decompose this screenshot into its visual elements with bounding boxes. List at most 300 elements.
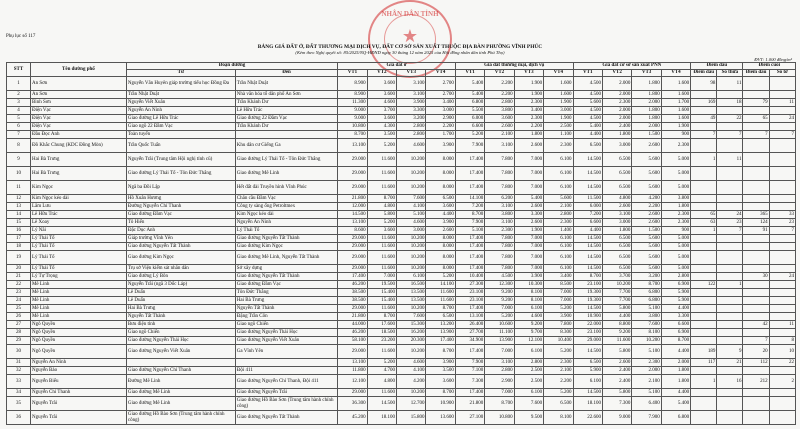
row-stt: 28 <box>7 329 31 337</box>
row-street-name: Hai Bà Trưng <box>30 153 126 167</box>
row-price: 2.600 <box>514 139 543 153</box>
row-price: 2.800 <box>661 273 690 281</box>
table-row <box>7 411 796 425</box>
row-street-name: Kim Ngọc kéo dài <box>30 195 126 203</box>
row-point <box>717 243 743 251</box>
header-commerce: Giá đất thương mại, dịch vụ <box>455 63 573 70</box>
row-price: 6.400 <box>632 397 661 411</box>
row-price: 5.500 <box>455 107 484 115</box>
row-price: 17.400 <box>338 273 367 281</box>
row-price: 2.600 <box>485 123 514 131</box>
row-to <box>235 359 337 367</box>
row-price: 2.600 <box>632 211 661 219</box>
row-point: 91 <box>743 227 769 235</box>
row-point: 11 <box>717 77 743 91</box>
row-point <box>769 153 795 167</box>
row-point <box>691 243 717 251</box>
row-price: 1.600 <box>661 107 690 115</box>
row-from: Giao đường Nguyễn Viết Xuân <box>126 345 235 359</box>
row-price: 4.600 <box>397 359 426 367</box>
header-pt: Điểm đầu <box>743 70 769 77</box>
row-stt: 20 <box>7 265 31 273</box>
row-point <box>717 273 743 281</box>
row-price: 5.000 <box>661 235 690 243</box>
row-price: 23.100 <box>573 329 602 337</box>
table-row <box>7 181 796 195</box>
row-price: 5.600 <box>544 195 573 203</box>
table-row <box>7 107 796 115</box>
row-price: 2.300 <box>544 359 573 367</box>
row-price: 22.600 <box>573 411 602 425</box>
row-street-name: Lý Tự Trọng <box>30 273 126 281</box>
row-price: 36.300 <box>338 397 367 411</box>
row-price: 3.400 <box>426 99 455 107</box>
row-point <box>691 251 717 265</box>
row-price: 5.600 <box>632 235 661 243</box>
header-stt: STT <box>7 63 31 77</box>
header-to: Đến <box>235 70 337 77</box>
row-point <box>769 265 795 273</box>
row-point <box>769 139 795 153</box>
row-price: 17.400 <box>455 243 484 251</box>
row-price: 17.400 <box>455 235 484 243</box>
row-price: 11.600 <box>367 265 396 273</box>
row-price: 9.200 <box>485 289 514 297</box>
row-price: 3.100 <box>397 91 426 99</box>
row-price: 2.600 <box>602 359 631 367</box>
row-point: 21 <box>717 359 743 367</box>
table-row <box>7 265 796 273</box>
row-from: Nguyễn Trãi (ngã 3 Dốc Láp) <box>126 281 235 289</box>
row-stt: 24 <box>7 297 31 305</box>
row-to: Giao ngõ Chiến <box>235 321 337 329</box>
row-price: 3.100 <box>485 359 514 367</box>
row-from: Nguyễn Trãi (Trung tâm Hội nghị tỉnh cũ) <box>126 153 235 167</box>
row-price: 6.000 <box>455 115 484 123</box>
row-point <box>769 77 795 91</box>
table-body <box>7 77 796 425</box>
seal-text: NHÂN DÂN TỈNH <box>381 10 439 18</box>
row-stt: 15 <box>7 219 31 227</box>
row-point <box>769 389 795 397</box>
row-price: 8.900 <box>338 77 367 91</box>
row-point <box>743 281 769 289</box>
row-point <box>717 251 743 265</box>
row-point: 365 <box>743 211 769 219</box>
row-point: 11 <box>717 153 743 167</box>
row-price: 3.900 <box>544 313 573 321</box>
row-stt: 11 <box>7 181 31 195</box>
row-price: 3.600 <box>485 115 514 123</box>
row-price: 5.000 <box>661 251 690 265</box>
row-stt: 7 <box>7 131 31 139</box>
row-price: 5.600 <box>632 181 661 195</box>
row-price: 7.000 <box>485 305 514 313</box>
row-price: 7.200 <box>455 203 484 211</box>
row-price: 6.600 <box>661 321 690 329</box>
row-price: 14.500 <box>573 153 602 167</box>
row-street-name: Ngô Quyền <box>30 329 126 337</box>
row-price: 4.500 <box>485 273 514 281</box>
row-price: 13.600 <box>426 411 455 425</box>
row-price: 8.700 <box>455 211 484 219</box>
row-stt: 34 <box>7 389 31 397</box>
row-price: 6.500 <box>602 181 631 195</box>
row-stt: 35 <box>7 397 31 411</box>
row-point <box>691 297 717 305</box>
row-point: 16 <box>717 375 743 389</box>
row-price: 2.600 <box>632 139 661 153</box>
row-street-name: Đầu Đọc Anh <box>30 131 126 139</box>
row-point <box>769 235 795 243</box>
header-vt: VT1 <box>338 70 367 77</box>
row-point <box>769 305 795 313</box>
row-price: 7.800 <box>485 235 514 243</box>
row-street-name: Lê Hữu Trác <box>30 211 126 219</box>
row-price: 13.900 <box>426 329 455 337</box>
row-price: 3.400 <box>514 107 543 115</box>
row-price: 4.600 <box>367 99 396 107</box>
row-from: Giao đường Kim Ngọc <box>126 251 235 265</box>
row-street-name: Lâm Lưu <box>30 203 126 211</box>
row-street-name: Nguyễn Biểu <box>30 375 126 389</box>
row-street-name: Lý Thái Tổ <box>30 235 126 243</box>
row-price: 10.200 <box>397 251 426 265</box>
row-price: 4.400 <box>573 131 602 139</box>
row-price: 15.400 <box>367 297 396 305</box>
row-point <box>769 367 795 375</box>
row-to: Giao đường Nguyễn Chí Thanh, Đội 411 <box>235 375 337 389</box>
row-price: 11.100 <box>485 329 514 337</box>
row-price: 23.100 <box>455 289 484 297</box>
row-point: 30 <box>743 273 769 281</box>
row-price: 1.800 <box>632 91 661 99</box>
row-street-name: Ngô Quyền <box>30 337 126 345</box>
row-price: 5.400 <box>573 123 602 131</box>
table-row <box>7 305 796 313</box>
row-price: 10.400 <box>455 273 484 281</box>
row-price: 1.900 <box>514 227 543 235</box>
row-point <box>691 235 717 243</box>
row-price: 8.700 <box>367 195 396 203</box>
row-point <box>743 195 769 203</box>
row-price: 29.000 <box>338 235 367 243</box>
row-price: 12.100 <box>514 337 543 345</box>
row-to: Giao đường Mê Linh, Nguyễn Tất Thành <box>235 251 337 265</box>
row-point <box>769 329 795 337</box>
table-row <box>7 123 796 131</box>
row-price: 5.900 <box>661 289 690 297</box>
row-street-name: Bình Sơn <box>30 99 126 107</box>
table-row <box>7 297 796 305</box>
row-point <box>717 397 743 411</box>
row-price: 3.300 <box>514 211 543 219</box>
header-vt: VT4 <box>661 70 690 77</box>
table-row <box>7 251 796 265</box>
row-price: 7.600 <box>397 195 426 203</box>
row-from <box>126 359 235 367</box>
row-price: 27.300 <box>455 281 484 289</box>
row-street-name: Ngô Quyền <box>30 345 126 359</box>
row-price: 2.400 <box>602 123 631 131</box>
row-price: 7.000 <box>544 289 573 297</box>
row-price: 2.000 <box>632 123 661 131</box>
row-point: 1 <box>691 227 717 235</box>
row-price: 900 <box>661 227 690 235</box>
row-price: 2.000 <box>632 99 661 107</box>
row-to: Giao đường Nguyễn Trãi <box>235 389 337 397</box>
row-price: 2.700 <box>426 91 455 99</box>
row-price: 8.000 <box>426 181 455 195</box>
row-price: 4.500 <box>573 91 602 99</box>
row-to: Nhà văn hóa tổ dân phố An Sơn <box>235 91 337 99</box>
table-row <box>7 329 796 337</box>
row-point <box>691 329 717 337</box>
row-point: 122 <box>691 281 717 289</box>
row-price: 14.500 <box>338 211 367 219</box>
row-price: 6.500 <box>602 153 631 167</box>
row-point <box>691 321 717 329</box>
row-price: 17.400 <box>455 181 484 195</box>
row-stt: 22 <box>7 281 31 289</box>
row-price: 14.500 <box>573 235 602 243</box>
row-point <box>717 91 743 99</box>
row-stt: 8 <box>7 139 31 153</box>
row-point: 23 <box>717 219 743 227</box>
row-price: 7.800 <box>485 243 514 251</box>
row-street-name: Lý Thái Tổ <box>30 265 126 273</box>
row-price: 16.500 <box>397 281 426 289</box>
row-price: 4.300 <box>367 123 396 131</box>
row-point <box>691 313 717 321</box>
row-stt: 13 <box>7 203 31 211</box>
row-price: 13.100 <box>338 219 367 227</box>
row-point <box>717 329 743 337</box>
row-point: 65 <box>743 115 769 123</box>
row-price: 2.900 <box>485 375 514 389</box>
row-point <box>717 139 743 153</box>
row-price: 3.600 <box>367 77 396 91</box>
row-point <box>743 397 769 411</box>
row-price: 17.400 <box>455 305 484 313</box>
row-point <box>691 167 717 181</box>
row-price: 11.600 <box>367 235 396 243</box>
row-price: 5.800 <box>602 305 631 313</box>
row-price: 7.000 <box>514 167 543 181</box>
row-price: 4.200 <box>632 195 661 203</box>
row-stt: 5 <box>7 115 31 123</box>
row-price: 6.100 <box>544 235 573 243</box>
row-street-name: Lý Thái Tổ <box>30 243 126 251</box>
row-price: 3.800 <box>632 313 661 321</box>
row-price: 4.800 <box>367 203 396 211</box>
row-price: 6.100 <box>544 181 573 195</box>
row-point: 7 <box>717 131 743 139</box>
row-price: 12.700 <box>397 397 426 411</box>
row-price: 7.800 <box>485 251 514 265</box>
row-to: Đội 411 <box>235 367 337 375</box>
row-price: 11.600 <box>367 153 396 167</box>
row-street-name: Hai Bà Trưng <box>30 167 126 181</box>
table-row <box>7 235 796 243</box>
row-price: 5.800 <box>367 211 396 219</box>
row-point: 112 <box>743 359 769 367</box>
row-price: 5.200 <box>544 305 573 313</box>
row-to: Khu dân cư Giếng Ga <box>235 139 337 153</box>
row-price: 5.200 <box>544 389 573 397</box>
row-price: 3.300 <box>661 313 690 321</box>
row-street-name: Điện Vạc <box>30 115 126 123</box>
row-to: Lê Hữu Trác <box>235 107 337 115</box>
row-price: 2.300 <box>661 211 690 219</box>
row-to: Công ty sàng ống Petroltmex <box>235 203 337 211</box>
row-price: 6.500 <box>602 167 631 181</box>
row-price: 14.500 <box>367 397 396 411</box>
row-price: 1.800 <box>602 227 631 235</box>
row-price: 5.600 <box>632 153 661 167</box>
row-price: 5.200 <box>485 313 514 321</box>
row-to: Giao đường Nguyễn Viết Xuân <box>235 337 337 345</box>
row-price: 1.800 <box>514 131 543 139</box>
row-price: 3.200 <box>397 115 426 123</box>
row-point <box>717 297 743 305</box>
row-point: 24 <box>769 115 795 123</box>
row-price: 18.100 <box>573 397 602 411</box>
row-from: Toàn tuyến <box>126 131 235 139</box>
row-price: 2.000 <box>661 359 690 367</box>
row-point: 33 <box>769 211 795 219</box>
row-point <box>691 367 717 375</box>
row-price: 8.700 <box>485 397 514 411</box>
row-point <box>743 139 769 153</box>
row-price: 14.500 <box>573 181 602 195</box>
row-price: 7.900 <box>455 139 484 153</box>
row-stt: 36 <box>7 411 31 425</box>
row-point <box>769 411 795 425</box>
row-point: 22 <box>769 359 795 367</box>
row-point <box>691 305 717 313</box>
row-from: Lê Duẩn <box>126 297 235 305</box>
row-price: 1.800 <box>632 77 661 91</box>
row-price: 10.200 <box>397 235 426 243</box>
row-from: Giao đường Nguyễn Chí Thanh <box>126 367 235 375</box>
row-price: 6.500 <box>544 397 573 411</box>
row-point <box>717 195 743 203</box>
row-price: 8.700 <box>426 305 455 313</box>
header-vt: VT4 <box>426 70 455 77</box>
row-to: Ga Vĩnh Yên <box>235 345 337 359</box>
header-vt: VT2 <box>602 70 631 77</box>
row-stt: 6 <box>7 123 31 131</box>
row-from: Ngã ba Đồi Lập <box>126 181 235 195</box>
row-to: Giao đường Kim Ngọc <box>235 243 337 251</box>
row-price: 1.600 <box>661 115 690 123</box>
row-price: 13.900 <box>485 337 514 345</box>
table-row <box>7 375 796 389</box>
star-icon: ★ <box>401 26 419 46</box>
row-price: 8.700 <box>632 281 661 289</box>
row-price: 6.000 <box>573 203 602 211</box>
row-price: 6.900 <box>661 329 690 337</box>
row-price: 11.300 <box>338 99 367 107</box>
row-price: 4.800 <box>602 195 631 203</box>
row-point <box>769 203 795 211</box>
row-point: 169 <box>691 99 717 107</box>
row-point <box>717 411 743 425</box>
row-price: 2.000 <box>602 115 631 123</box>
table-row <box>7 211 796 219</box>
header-vt: VT2 <box>367 70 396 77</box>
row-price: 2.400 <box>602 367 631 375</box>
row-price: 3.700 <box>602 273 631 281</box>
table-row <box>7 359 796 367</box>
row-price: 8.000 <box>426 167 455 181</box>
row-from: Nguyễn Tất Thành <box>126 313 235 321</box>
row-price: 3.500 <box>426 367 455 375</box>
row-price: 8.300 <box>544 329 573 337</box>
row-price: 5.100 <box>632 389 661 397</box>
row-price: 11.600 <box>367 251 396 265</box>
row-price: 6.100 <box>544 251 573 265</box>
row-price: 29.000 <box>338 181 367 195</box>
row-price: 16.200 <box>397 329 426 337</box>
header-endpoint: Điểm cuối <box>743 63 796 70</box>
row-street-name: Mê Linh <box>30 297 126 305</box>
row-price: 10.800 <box>338 123 367 131</box>
row-price: 5.600 <box>632 243 661 251</box>
row-point: 117 <box>691 359 717 367</box>
row-price: 7.000 <box>514 181 543 195</box>
row-price: 4.500 <box>573 77 602 91</box>
row-price: 14.500 <box>573 305 602 313</box>
table-row <box>7 281 796 289</box>
table-row <box>7 167 796 181</box>
row-street-name: Điện Vạc <box>30 123 126 131</box>
row-point <box>769 297 795 305</box>
row-from: Trần Quốc Tuấn <box>126 139 235 153</box>
row-price: 3.900 <box>426 139 455 153</box>
row-price: 6.100 <box>573 375 602 389</box>
row-price: 5.400 <box>455 77 484 91</box>
row-point <box>743 265 769 273</box>
header-vt: VT3 <box>397 70 426 77</box>
row-point <box>691 397 717 411</box>
row-point <box>743 153 769 167</box>
row-price: 6.100 <box>514 345 543 359</box>
row-stt: 25 <box>7 305 31 313</box>
row-point: 212 <box>743 375 769 389</box>
row-from: Giao đường Mê Linh <box>126 397 235 411</box>
table-row <box>7 131 796 139</box>
row-price: 29.000 <box>338 167 367 181</box>
row-price: 1.900 <box>514 77 543 91</box>
row-stt: 14 <box>7 211 31 219</box>
row-from: Đường Nguyễn Chí Thanh <box>126 203 235 211</box>
row-price: 1.800 <box>632 115 661 123</box>
table-row <box>7 153 796 167</box>
row-price: 10.200 <box>397 389 426 397</box>
row-price: 29.000 <box>573 337 602 345</box>
header-vt: VT3 <box>632 70 661 77</box>
row-point: 11 <box>769 99 795 107</box>
table-row <box>7 337 796 345</box>
row-point <box>769 123 795 131</box>
row-price: 5.400 <box>661 397 690 411</box>
row-point: 7 <box>743 337 769 345</box>
row-price: 3.100 <box>397 77 426 91</box>
row-from: Giáp trường Vĩnh Yên <box>126 235 235 243</box>
row-price: 5.200 <box>455 131 484 139</box>
